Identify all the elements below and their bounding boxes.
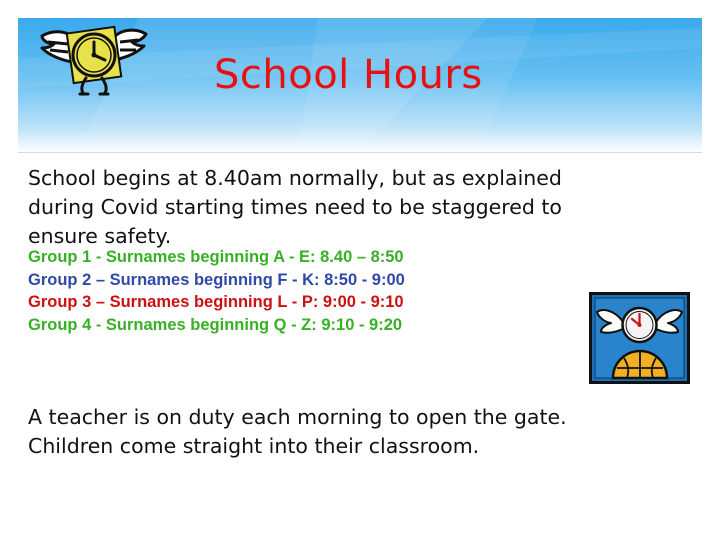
page-title: School Hours — [214, 52, 483, 98]
winged-clock-globe-icon — [589, 292, 690, 384]
intro-paragraph: School begins at 8.40am normally, but as explained during Covid starting times need to be staggered to ensure safety. — [28, 166, 562, 248]
closing-line-1: A teacher is on duty each morning to open the gate. — [28, 405, 567, 429]
closing-line-2: Children come straight into their classroom. — [28, 434, 480, 458]
group-3-schedule: Group 3 – Surnames beginning L - P: 9:00 - 9:10 — [28, 293, 404, 311]
winged-clock-icon — [34, 22, 152, 102]
closing-paragraph — [28, 403, 708, 461]
group-1-schedule: Group 1 - Surnames beginning A - E: 8.40 – 8:50 — [28, 248, 404, 266]
group-schedule-list — [28, 246, 568, 336]
group-4-schedule: Group 4 - Surnames beginning Q - Z: 9:10 - 9:20 — [28, 315, 403, 334]
group-2-schedule: Group 2 – Surnames beginning F - K: 8:50 - 9:00 — [28, 270, 405, 289]
header-divider — [18, 152, 702, 153]
